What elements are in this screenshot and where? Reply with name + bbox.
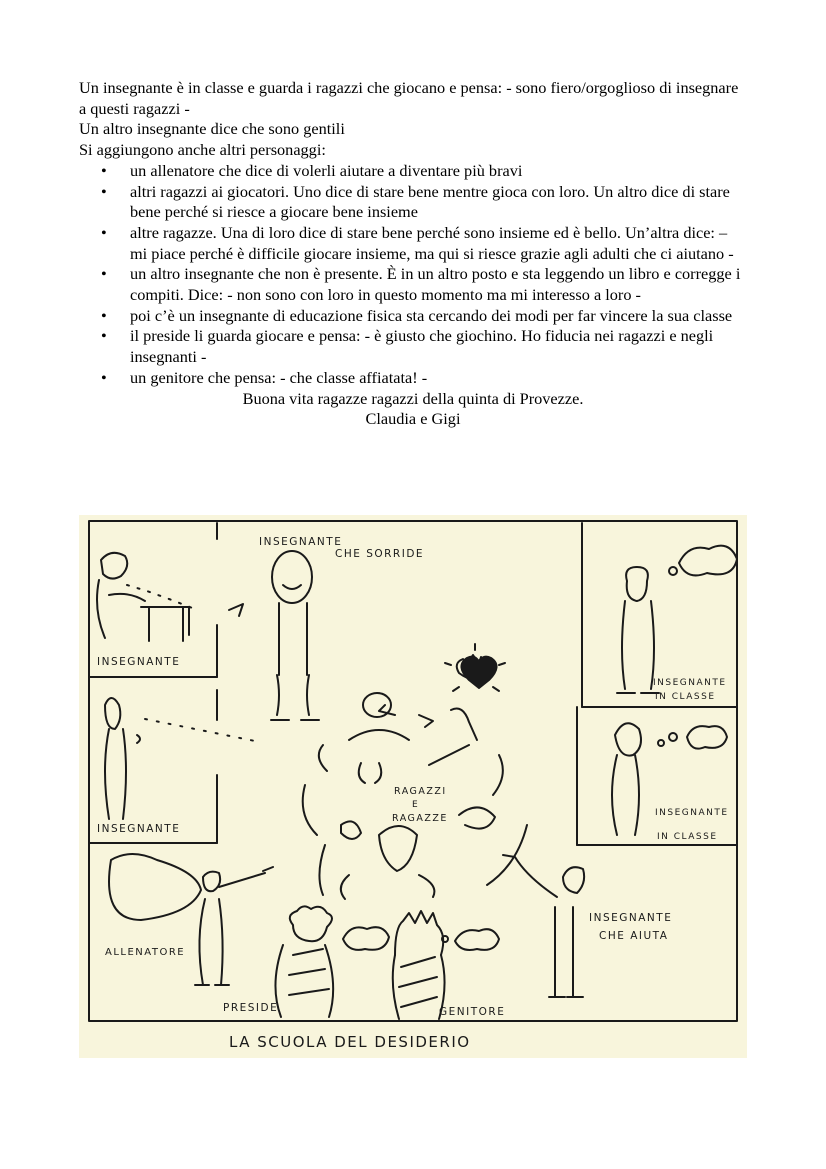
teacher-at-desk-figure [97,553,243,641]
label-insegnante-top-left: INSEGNANTE [97,656,181,668]
teacher-in-class-2-figure [612,723,727,835]
label-insegnante-in-classe-2a: INSEGNANTE [655,808,729,818]
label-insegnante-che-sorride-2: CHE SORRIDE [335,548,425,560]
label-insegnante-che-aiuta-2: CHE AIUTA [599,930,669,942]
label-e: E [412,800,420,810]
principal-figure [275,906,389,1017]
signature: Claudia e Gigi [365,409,461,429]
teacher-in-class-1-figure [617,546,737,693]
parent-figure [393,911,499,1019]
hand-drawn-illustration [79,515,747,1058]
illustration-svg [79,515,747,1058]
characters-list [79,161,747,389]
smiling-teacher-figure [271,551,319,720]
list-item: • altre ragazze. Una di loro dice di stare bene perché sono insieme ed è bello. Un’altra dice: – mi piace perché è difficile giocare insieme, ma qui si riesce grazie agli adulti che ci aiutano - [79,223,747,264]
label-insegnante-che-aiuta-1: INSEGNANTE [589,912,673,924]
intro-line-3: Si aggiungono anche altri personaggi: [79,140,326,160]
arrow-icon [379,705,395,715]
coach-figure [109,854,273,985]
label-preside: PRESIDE [223,1002,279,1014]
children-group-figure [303,655,527,899]
label-allenatore: ALLENATORE [105,947,186,958]
label-insegnante-in-classe-1a: INSEGNANTE [653,678,727,688]
list-item: • un allenatore che dice di volerli aiutare a diventare più bravi [79,161,747,182]
closing-line: Buona vita ragazze ragazzi della quinta di Provezze. [242,388,584,408]
list-item: • poi c’è un insegnante di educazione fisica sta cercando dei modi per far vincere la sua classe [79,306,747,327]
document-text [79,78,747,430]
drawing-frame [89,521,737,1021]
helping-teacher-figure [503,855,584,997]
label-insegnante-che-sorride-1: INSEGNANTE [259,536,343,548]
heart-icon [445,644,505,691]
intro-line-1: Un insegnante è in classe e guarda i ragazzi che giocano e pensa: - sono fiero/orgoglioso di insegnare a questi ragazzi - [79,78,739,118]
drawing-labels [97,536,729,1051]
list-item: • un altro insegnante che non è presente. È in un altro posto e sta leggendo un libro e corregge i compiti. Dice: - non sono con loro in questo momento ma mi interesso a loro - [79,264,747,305]
label-insegnante-in-classe-1b: IN CLASSE [655,692,716,702]
label-caption: LA SCUOLA DEL DESIDERIO [229,1033,471,1051]
list-item: • il preside li guarda giocare e pensa: - è giusto che giochino. Ho fiducia nei ragazzi e negli insegnanti - [79,326,747,367]
intro-line-2: Un altro insegnante dice che sono gentili [79,119,345,139]
label-insegnante-in-classe-2b: IN CLASSE [657,832,718,842]
label-ragazzi: RAGAZZI [394,786,447,797]
pointing-teacher-figure [105,698,255,819]
list-item: • altri ragazzi ai giocatori. Uno dice di stare bene mentre gioca con loro. Un altro dice di stare bene perché si riesce a giocare bene insieme [79,182,747,223]
label-ragazze: RAGAZZE [392,813,448,824]
label-genitore: GENITORE [439,1006,506,1018]
label-insegnante-mid-left: INSEGNANTE [97,823,181,835]
list-item: • un genitore che pensa: - che classe affiatata! - [79,368,747,389]
